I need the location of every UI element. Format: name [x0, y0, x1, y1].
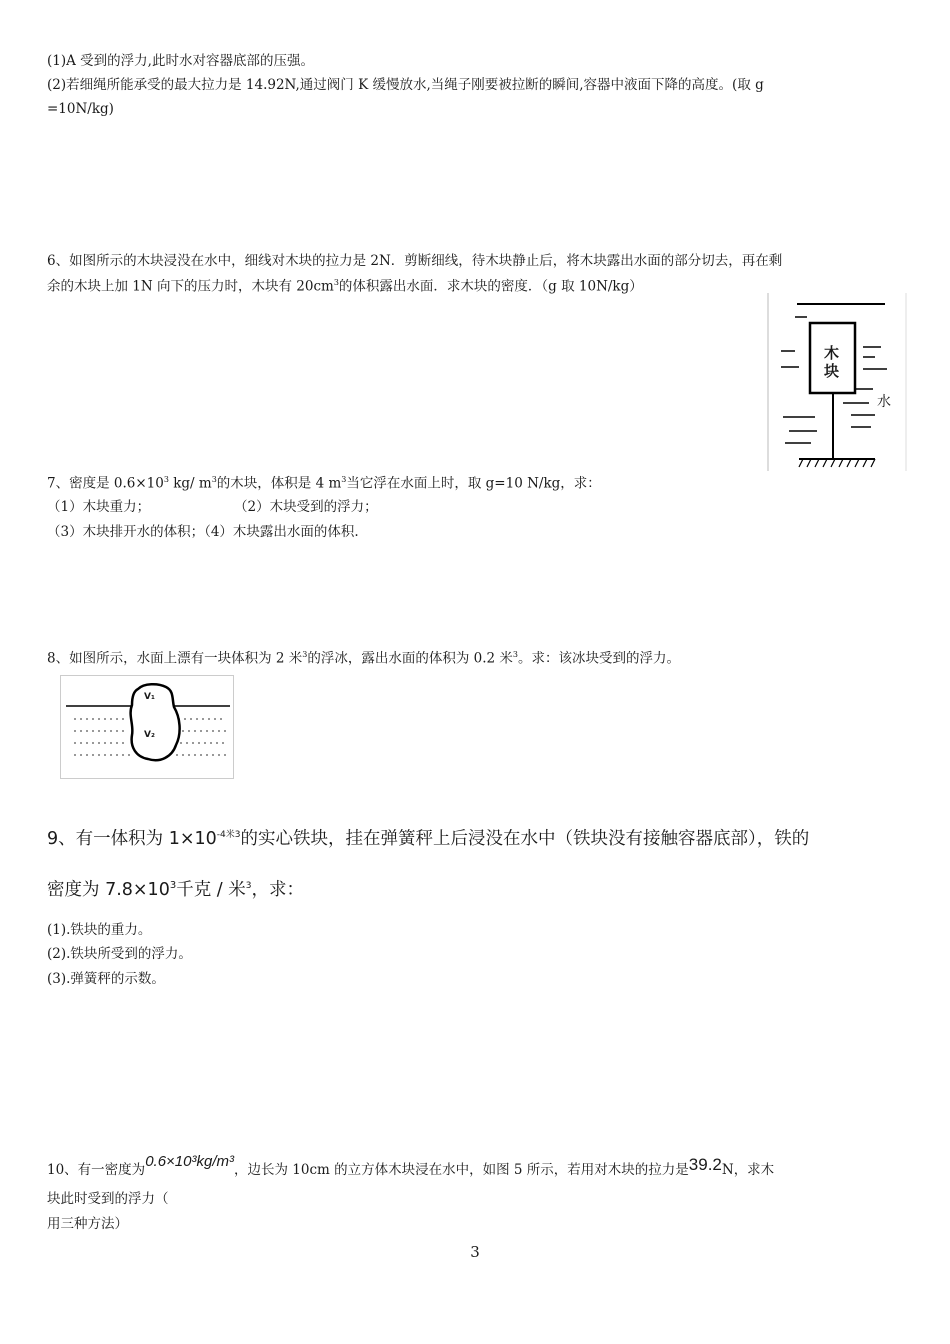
q6-line2-a: 余的木块上加 1N 向下的压力时，木块有 20cm: [47, 278, 334, 295]
q8-line: [47, 651, 680, 666]
q5-part1: (1)A 受到的浮力,此时水对容器底部的压强。: [47, 53, 314, 69]
q10-line1: [47, 1153, 775, 1178]
q9-sup3: 3: [245, 881, 252, 891]
q9-sup: -4米3: [216, 830, 241, 841]
block-label-bottom: 块: [824, 362, 840, 380]
q6-unit-sup: 3: [333, 278, 339, 287]
q7-item3: （3）木块排开水的体积；（4）木块露出水面的体积.: [47, 524, 359, 540]
q8-sup1: 3: [302, 650, 308, 659]
q10-line1-b: ，边长为 10cm 的立方体木块浸在水中，如图 5 所示，若用对木块的拉力是: [233, 1162, 689, 1178]
q9-line2-b: 千克 / 米: [176, 879, 246, 900]
q7-line1-b: kg/ m: [168, 475, 212, 492]
q8-line-c: 。求：该冰块受到的浮力。: [518, 650, 681, 667]
q7-line1: [47, 476, 601, 491]
q7-item2: （2）木块受到的浮力；: [234, 499, 378, 515]
density-formula: 0.6×10³kg/m³: [145, 1153, 234, 1170]
ice-block: [131, 684, 180, 760]
page-number: 3: [470, 1243, 480, 1261]
q5-part2: (2)若细绳所能承受的最大拉力是 14.92N,通过阀门 K 缓慢放水,当绳子刚要被拉断的瞬间,容器中液面下降的高度。(取 g: [47, 77, 764, 93]
q9-line2-c: ，求：: [251, 879, 304, 900]
q10-line2: 块此时受到的浮力（: [47, 1191, 169, 1207]
q7-sup1: 3: [163, 475, 169, 484]
q10-line1-c: N，求木: [721, 1162, 775, 1178]
q6-figure-svg: [767, 293, 907, 471]
q7-line1-d: 当它浮在水面上时，取 g=10 N/kg，求：: [346, 475, 601, 492]
q10-line3: 用三种方法）: [47, 1216, 128, 1232]
q9-line2: [47, 881, 304, 899]
q8-sup2: 3: [512, 650, 519, 659]
q9-line2-a: 密度为 7.8×10: [47, 879, 170, 900]
q6-figure: [767, 293, 907, 471]
force-formula: 39.2: [688, 1155, 722, 1174]
q8-figure: [60, 675, 234, 779]
q5-part2-cont: =10N/kg): [47, 101, 114, 117]
q9-line1-b: 的实心铁块，挂在弹簧秤上后浸没在水中（铁块没有接触容器底部），铁的: [240, 829, 810, 849]
q7-item1: （1）木块重力；: [47, 499, 151, 515]
q8-line-b: 的浮冰，露出水面的体积为 0.2 米: [307, 650, 513, 667]
block-label-top: 木: [824, 344, 840, 362]
q9-line1-a: 9、有一体积为 1×10: [47, 829, 217, 849]
q7-line1-c: 的木块，体积是 4 m: [216, 475, 342, 492]
v1-label: V₁: [144, 692, 155, 702]
q9-line1: [47, 831, 809, 849]
q9-item2: (2).铁块所受到的浮力。: [47, 946, 192, 962]
v2-label: V₂: [144, 730, 155, 740]
q7-sup3: 3: [341, 475, 347, 484]
q7-line1-a: 7、密度是 0.6×10: [47, 475, 164, 492]
q6-line1: 6、如图所示的木块浸没在水中，细线对木块的拉力是 2N．剪断细线，待木块静止后，将木块露出水面的部分切去，再在剩: [47, 253, 783, 269]
q6-line2: [47, 279, 643, 294]
water-label: 水: [877, 394, 891, 410]
q8-line-a: 8、如图所示，水面上漂有一块体积为 2 米: [47, 650, 303, 667]
q9-item1: (1).铁块的重力。: [47, 922, 152, 938]
q7-sup2: 3: [211, 475, 217, 484]
q8-figure-svg: [60, 675, 234, 779]
q6-line2-b: 的体积露出水面．求木块的密度．（g 取 10N/kg）: [338, 278, 643, 295]
q9-sup2: 3: [169, 880, 177, 891]
q9-item3: (3).弹簧秤的示数。: [47, 971, 165, 987]
q10-line1-a: 10、有一密度为: [47, 1162, 146, 1178]
